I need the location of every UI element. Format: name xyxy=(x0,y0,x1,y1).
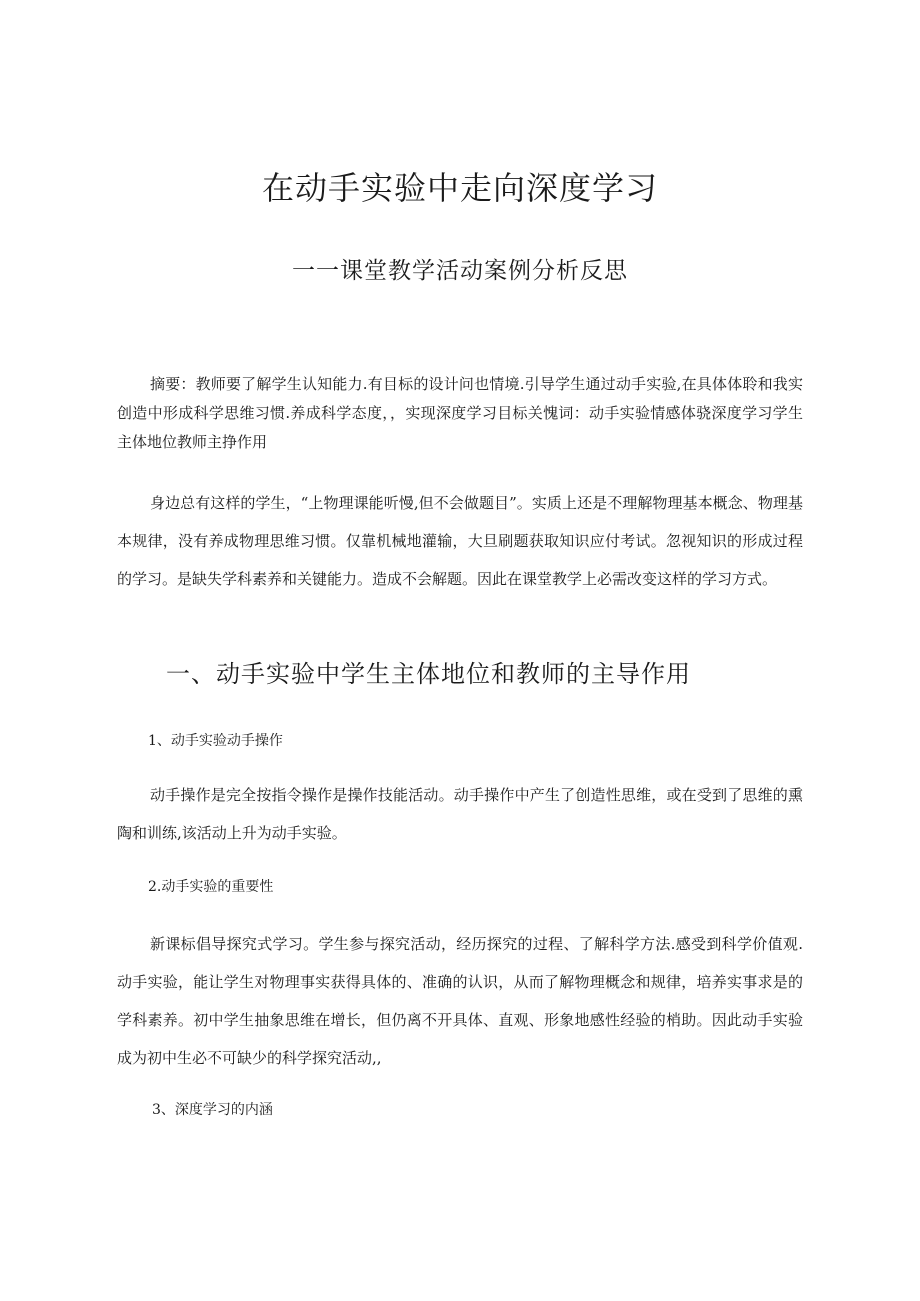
section-1-heading: 一、动手实验中学生主体地位和教师的主导作用 xyxy=(166,660,691,688)
subsection-3-heading: 3、深度学习的内涵 xyxy=(152,1102,273,1118)
intro-paragraph: 身边总有这样的学生，“上物理课能听慢,但不会做题目”。实质上还是不理解物理基本概念、物理基本规律，没有养成物理思维习惯。仅靠机械地灌输，大旦刷题获取知识应付考试。忽视知识的形成过程的学习。是缺失学科素养和关键能力。造成不会解题。因此在课堂教学上必需改变这样的学习方式。 xyxy=(117,494,803,588)
subsection-1-paragraph: 动手操作是完全按指令操作是操作技能活动。动手操作中产生了创造性思维，或在受到了思维的熏陶和训练,该活动上升为动手实验。 xyxy=(117,786,803,842)
subsection-2-paragraph: 新课标倡导探究式学习。学生参与探究活动，经历探究的过程、了解科学方法.感受到科学价值观.动手实验，能让学生对物理事实获得具体的、准确的认识，从而了解物理概念和规律，培养实事求是的学科素养。初中学生抽象思维在增长，但仍离不开具体、直观、形象地感性经验的梢助。因此动手实验成为初中生必不可缺少的科学探究活动,, xyxy=(117,935,803,1067)
subsection-2-heading: 2.动手实验的重要性 xyxy=(148,879,274,895)
subsection-1-heading: 1、动手实验动手操作 xyxy=(148,733,283,749)
abstract-paragraph: 摘要：教师要了解学生认知能力.有目标的设计问也情境.引导学生通过动手实验,在具体体聆和我实创造中形成科学思维习惯.养成科学态度，，实现深度学习目标关愧词：动手实验情感体骁深度学习学生主体地位教师主挣作用 xyxy=(117,375,803,451)
document-title: 在动手实验中走向深度学习 xyxy=(261,169,658,207)
document-subtitle: 一一课堂教学活动案例分析反思 xyxy=(292,258,628,284)
